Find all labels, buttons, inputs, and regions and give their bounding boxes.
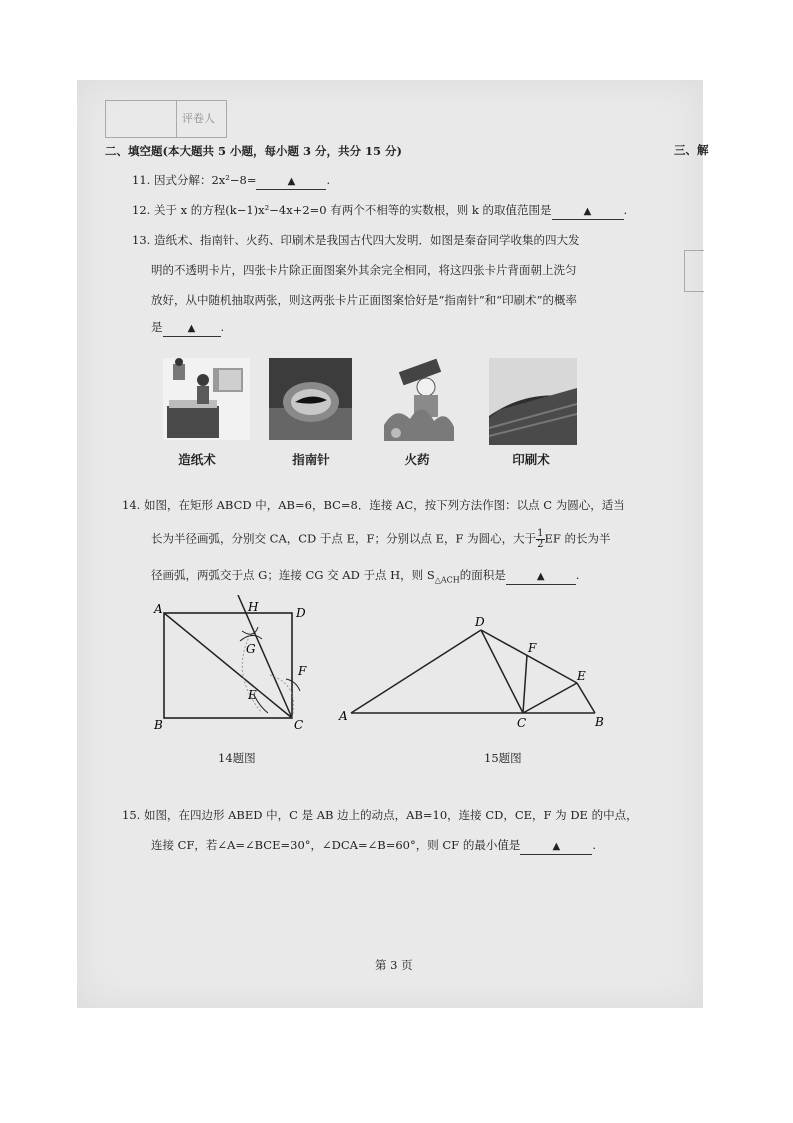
figure-15: [337, 610, 612, 730]
q12-text: 关于 x 的方程(k−1)x²−4x+2=0 有两个不相等的实数根，则 k 的取值范围是: [153, 203, 552, 217]
q14-subscript: △ACH: [434, 575, 460, 585]
q13-line-2: 明的不透明卡片，四张卡片除正面图案外其余完全相同，将这四张卡片背面朝上洗匀: [151, 263, 577, 277]
segment-ad: [351, 630, 481, 713]
q13-line-4-text: 是: [151, 320, 163, 334]
card-caption-printing: 印刷术: [512, 452, 550, 467]
question-13-line-1: [132, 233, 579, 247]
answer-triangle-icon: ▲: [287, 176, 296, 187]
page-number: 第 3 页: [375, 958, 413, 972]
q15-end: .: [592, 838, 596, 852]
question-15-line-1: [122, 808, 638, 822]
label-d: D: [296, 606, 306, 620]
question-11: [132, 173, 330, 190]
q13-line-3: 放好，从中随机抽取两张，则这两张卡片正面图案恰好是“指南针”和“印刷术”的概率: [151, 293, 578, 307]
label-a: A: [339, 709, 348, 723]
label-h: H: [248, 600, 259, 614]
next-section-fragment: 三、解: [674, 143, 709, 157]
fraction-denominator: 2: [537, 539, 544, 550]
label-e: E: [248, 688, 257, 702]
question-12: [132, 203, 627, 220]
label-f: F: [298, 664, 307, 678]
q15-line-1-text: 如图，在四边形 ABED 中，C 是 AB 边上的动点，AB=10，连接 CD，CE，F 为 DE 的中点，: [143, 808, 638, 822]
printing-icon: [489, 358, 577, 445]
q14-line-3-text-b: 的面积是: [459, 568, 506, 582]
segment-ce: [523, 683, 577, 713]
q11-answer-blank[interactable]: [256, 173, 326, 190]
q12-end: .: [623, 203, 628, 217]
score-box: [105, 100, 227, 138]
q13-line-1-text: 造纸术、指南针、火药、印刷术是我国古代四大发明．如图是秦奋同学收集的四大发: [153, 233, 580, 247]
score-box-label: 评卷人: [182, 112, 215, 125]
answer-triangle-icon: ▲: [536, 571, 545, 582]
q11-end: .: [326, 173, 331, 187]
q14-line-1-text: 如图，在矩形 ABCD 中，AB=6，BC=8．连接 AC，按下列方法作图：以点 C 为圆心，适当: [143, 498, 625, 512]
edge-score-box: [684, 250, 704, 292]
label-a: A: [154, 602, 163, 616]
compass-icon: [269, 358, 352, 440]
q14-end: .: [575, 568, 580, 582]
label-c: C: [517, 716, 527, 730]
q12-answer-blank[interactable]: [552, 203, 624, 220]
answer-triangle-icon: ▲: [583, 206, 592, 217]
label-c: C: [294, 718, 304, 732]
q15-line-2-text: 连接 CF，若∠A=∠BCE=30°，∠DCA=∠B=60°，则 CF 的最小值是: [151, 838, 521, 852]
label-f: F: [528, 641, 537, 655]
diagonal-ac: [164, 613, 292, 718]
q15-line-2: [151, 838, 596, 855]
figure-15-caption: 15题图: [484, 751, 522, 765]
q14-line-2-text-a: 长为半径画弧，分别交 CA，CD 于点 E，F；分别以点 E，F 为圆心，大于: [151, 531, 537, 546]
segment-eb: [577, 683, 595, 713]
gunpowder-icon: [376, 355, 460, 443]
papermaking-icon: [163, 358, 250, 440]
q15-answer-blank[interactable]: [520, 838, 592, 855]
figure-14: [150, 595, 320, 740]
card-caption-gunpowder: 火药: [404, 452, 430, 467]
q14-line-2-text-b: EF 的长为半: [544, 531, 611, 546]
fraction-half: [536, 529, 544, 550]
label-e: E: [577, 669, 586, 683]
segment-de: [481, 630, 577, 683]
label-d: D: [475, 615, 485, 629]
q13-answer-blank[interactable]: [163, 320, 221, 337]
question-14-line-1: [122, 498, 625, 512]
q12-number: 12.: [132, 203, 151, 217]
q13-number: 13.: [132, 233, 151, 247]
q13-end: .: [220, 320, 225, 334]
q14-answer-blank[interactable]: [506, 568, 576, 585]
label-g: G: [246, 642, 256, 656]
q11-number: 11.: [132, 173, 151, 187]
q15-number: 15.: [122, 808, 141, 822]
segment-cf: [523, 655, 527, 713]
fraction-numerator: 1: [537, 528, 544, 539]
answer-triangle-icon: ▲: [552, 841, 561, 852]
q14-line-2: [151, 529, 611, 550]
q14-line-3: [151, 568, 579, 587]
label-b: B: [154, 718, 163, 732]
section-title: 二、填空题(本大题共 5 小题，每小题 3 分，共分 15 分): [105, 144, 402, 158]
card-caption-compass: 指南针: [292, 452, 330, 467]
q11-text: 因式分解：2x²−8=: [153, 173, 257, 187]
figure-14-caption: 14题图: [218, 751, 256, 765]
label-b: B: [595, 715, 604, 729]
answer-triangle-icon: ▲: [187, 323, 196, 334]
q14-number: 14.: [122, 498, 141, 512]
q14-line-3-text: 径画弧，两弧交于点 G；连接 CG 交 AD 于点 H，则 S: [151, 568, 435, 582]
card-caption-papermaking: 造纸术: [178, 452, 216, 467]
q13-line-4: [151, 320, 224, 337]
